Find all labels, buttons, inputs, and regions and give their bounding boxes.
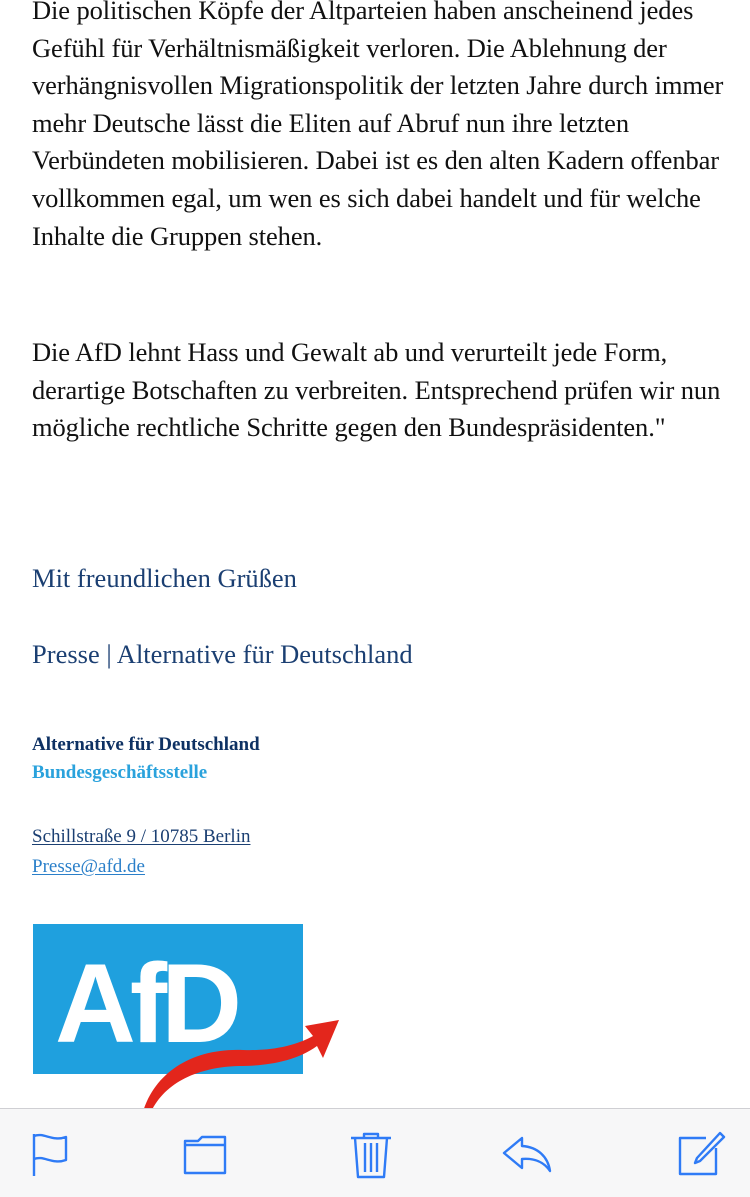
- org-department: Bundesgeschäftsstelle: [32, 762, 208, 783]
- email-signature: Presse | Alternative für Deutschland: [32, 639, 413, 669]
- folder-icon[interactable]: [181, 1129, 231, 1179]
- trash-icon[interactable]: [346, 1129, 396, 1179]
- email-greeting: Mit freundlichen Grüßen: [32, 563, 297, 593]
- mail-toolbar: [0, 1108, 750, 1197]
- email-paragraph: Die AfD lehnt Hass und Gewalt ab und verurteilt jede Form, derartige Botschaften zu verbreiten. Entsprechend prüfen wir nun mögliche rechtliche Schritte gegen den Bundespräsidenten.": [32, 337, 721, 443]
- reply-icon[interactable]: [502, 1129, 552, 1179]
- afd-logo: [33, 922, 345, 1112]
- address-link[interactable]: Schillstraße 9 / 10785 Berlin: [32, 826, 251, 847]
- compose-icon[interactable]: [676, 1129, 726, 1179]
- email-link[interactable]: Presse@afd.de: [32, 856, 145, 877]
- flag-icon[interactable]: [26, 1129, 76, 1179]
- email-paragraph: Die politischen Köpfe der Altparteien haben anscheinend jedes Gefühl für Verhältnismäßigkeit verloren. Die Ablehnung der verhängnisvollen Migrationspolitik der letzten Jahre durch immer mehr Deutsche lässt die Eliten auf Abruf nun ihre letzten Verbündeten mobilisieren. Dabei ist es den alten Kadern offenbar vollkommen egal, um wen es sich dabei handelt und für welche Inhalte die Gruppen stehen.: [32, 0, 724, 251]
- org-name: Alternative für Deutschland: [32, 734, 260, 755]
- logo-wordmark: AfD: [55, 941, 237, 1066]
